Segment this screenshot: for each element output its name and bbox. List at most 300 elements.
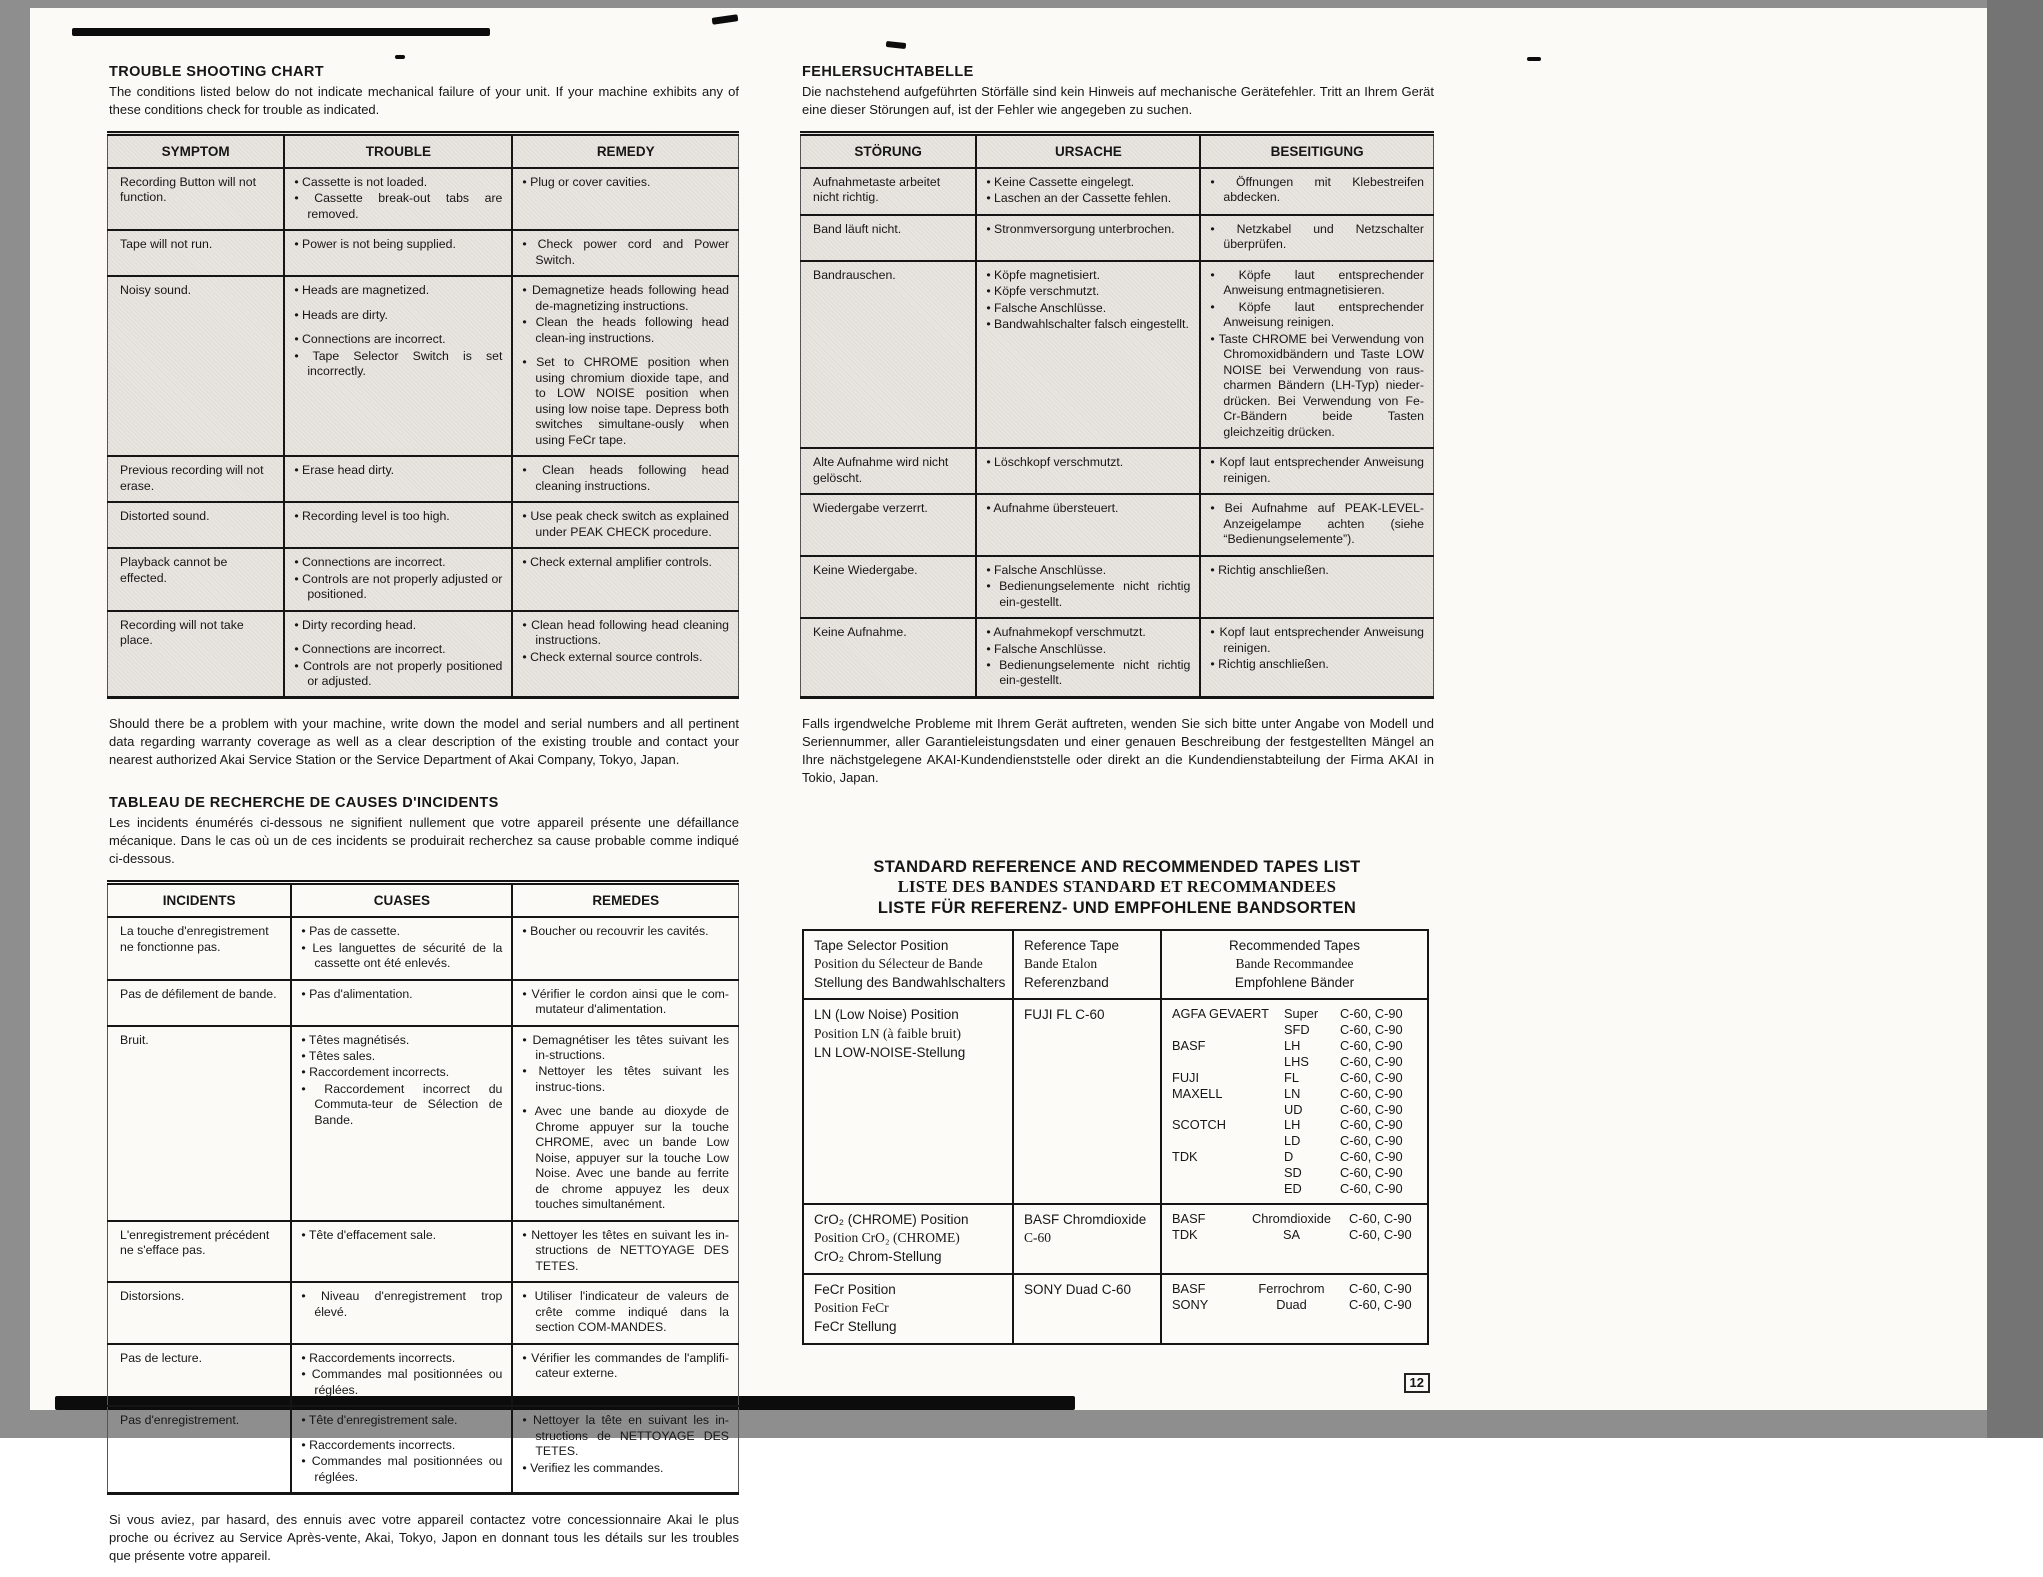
table-row	[108, 1026, 739, 1221]
remedy-cell	[512, 168, 738, 230]
bullet-item: • Utiliser l'indicateur de valeurs de crête comme indiqué dans la section COM-MANDES.	[522, 1289, 729, 1335]
bullet-item: • Erase head dirty.	[294, 463, 395, 478]
cell-line: Position CrO₂ (CHROME)	[814, 1230, 960, 1246]
tape-brand	[1172, 1133, 1284, 1149]
remedy-cell	[1200, 494, 1433, 555]
symptom-text: Wiedergabe verzerrt.	[813, 501, 928, 516]
bullet-item: • Köpfe magnetisiert.	[986, 267, 1100, 282]
tape-type: LHS	[1284, 1054, 1309, 1070]
bullet-item: • Köpfe laut entsprechender Anweisung reinigen.	[1210, 299, 1424, 330]
trouble-cell	[291, 1221, 512, 1282]
table-row	[108, 548, 739, 610]
tape-entry	[1172, 1281, 1417, 1297]
remedy-cell	[512, 1282, 738, 1343]
tape-entry	[1172, 1181, 1417, 1197]
trouble-cell	[976, 556, 1200, 618]
symptom-text: Band läuft nicht.	[813, 221, 902, 236]
trouble-cell	[284, 230, 512, 276]
bullet-item: • Raccordement incorrects.	[301, 1065, 450, 1080]
bullet-item: • Connections are incorrect.	[294, 642, 446, 657]
cell-line: SONY Duad C-60	[1024, 1281, 1132, 1297]
reference-cell	[1013, 1204, 1161, 1274]
symptom-cell	[108, 1344, 292, 1406]
bullet-item: • Bedienungselemente nicht richtig ein-gestellt.	[986, 657, 1191, 688]
tape-entry	[1172, 1086, 1417, 1102]
bullet-item: • Use peak check switch as explained under PEAK CHECK procedure.	[522, 509, 729, 539]
section-title: FEHLERSUCHTABELLE	[802, 64, 974, 80]
tape-type: ED	[1284, 1180, 1302, 1196]
symptom-cell	[108, 168, 285, 230]
tape-entry	[1172, 1006, 1417, 1022]
tape-sizes: C-60, C-90	[1340, 1022, 1403, 1038]
tape-brand: FUJI	[1172, 1069, 1200, 1085]
bullet-item: • Kopf laut entsprechender Anweisung reinigen.	[1210, 625, 1424, 655]
tape-entry	[1172, 1102, 1417, 1118]
table-row	[108, 980, 739, 1026]
spacer	[294, 324, 502, 332]
cell-line: Bande Etalon	[1024, 956, 1098, 972]
bullet-item: • Clean head following head cleaning instructions.	[522, 617, 729, 648]
tape-type: UD	[1284, 1101, 1303, 1117]
bullet-item: • Check external source controls.	[522, 649, 703, 664]
cell-line: Stellung des Bandwahlschalters	[814, 974, 1006, 990]
bullet-item: • Bei Aufnahme auf PEAK-LEVEL-Anzeigelampe achten (siehe “Bedienungselemente”).	[1210, 501, 1424, 547]
section-intro: The conditions listed below do not indicate mechanical failure of your unit. If your machine exhibits any of these conditions check for trouble as indicated.	[109, 84, 739, 117]
trouble-cell	[976, 215, 1200, 261]
scan-artifact-bar	[72, 28, 490, 36]
remedy-cell	[1200, 448, 1433, 494]
symptom-cell	[108, 1026, 292, 1221]
tape-brand	[1172, 1022, 1284, 1038]
symptom-cell	[108, 1406, 292, 1493]
trouble-cell	[976, 618, 1200, 697]
cell-line: Position du Sélecteur de Bande	[814, 956, 983, 972]
bullet-item: • Cassette break-out tabs are removed.	[294, 191, 503, 221]
table-row	[108, 1221, 739, 1282]
section-intro: Die nachstehend aufgeführten Störfälle sind kein Hinweis auf mechanische Gerätefehler. Tritt an Ihrem Gerät eine dieser Störungen auf, ist der Fehler wie angegeben zu suchen.	[802, 84, 1434, 117]
tape-sizes: C-60, C-90	[1340, 1180, 1403, 1196]
bullet-item: • Falsche Anschlüsse.	[986, 562, 1107, 577]
tape-type: Ferrochrom	[1258, 1280, 1325, 1296]
bullet-item: • Falsche Anschlüsse.	[986, 641, 1107, 656]
recommended-cell	[1161, 1204, 1428, 1274]
section-english	[107, 64, 739, 769]
tape-brand: MAXELL	[1172, 1085, 1223, 1101]
section-tapes-list	[800, 857, 1434, 1394]
bullet-item: • Demagnetize heads following head de-magnetizing instructions.	[522, 283, 729, 313]
tape-sizes: C-60, C-90	[1340, 1165, 1403, 1181]
symptom-text: Distorsions.	[120, 1289, 185, 1304]
tape-entry	[1172, 1165, 1417, 1181]
cell-line: Recommended Tapes	[1228, 937, 1361, 953]
trouble-cell	[284, 456, 512, 502]
symptom-cell	[801, 618, 977, 697]
bullet-item: • Connections are incorrect.	[294, 332, 446, 347]
bullet-item: • Power is not being supplied.	[294, 237, 456, 252]
tape-type: LH	[1284, 1038, 1301, 1054]
position-header	[803, 930, 1013, 1000]
header-row	[801, 133, 1434, 168]
symptom-cell	[108, 917, 292, 979]
remedy-cell	[512, 917, 738, 979]
bullet-item: • Taste CHROME bei Verwendung von Chromoxidbändern und Taste LOW NOISE bei Verwendung von raus-charmen Bändern (LH-Typ) nieder-drücken. Bei Verwendung von Fe-Cr-Bändern beide Tasten gleichzeitig drücken.	[1210, 331, 1424, 439]
tape-brand: BASF	[1172, 1210, 1206, 1226]
tapes-header-row	[803, 930, 1428, 1000]
cell-line: Referenzband	[1024, 974, 1109, 990]
tape-sizes: C-60, C-90	[1340, 1085, 1403, 1101]
cell-line: Bande Recommandee	[1235, 956, 1354, 972]
cell-line: Position FeCr	[814, 1300, 889, 1316]
section-french	[107, 795, 739, 1565]
table-row	[801, 168, 1434, 215]
table-row	[108, 168, 739, 230]
cell-line: FeCr Position	[814, 1281, 896, 1297]
page-number-area	[800, 1373, 1434, 1394]
tapes-title-en: STANDARD REFERENCE AND RECOMMENDED TAPES LIST	[873, 857, 1361, 876]
spacer	[301, 1430, 502, 1438]
bullet-item: • Tête d'enregistrement sale.	[301, 1413, 458, 1428]
tape-sizes: C-60, C-90	[1349, 1280, 1412, 1296]
trouble-cell	[284, 502, 512, 548]
tape-brand	[1172, 1102, 1284, 1118]
bullet-item: • Tête d'effacement sale.	[301, 1227, 437, 1242]
trouble-cell	[976, 168, 1200, 215]
symptom-cell	[801, 168, 977, 215]
tape-type: Chromdioxide	[1252, 1210, 1331, 1226]
symptom-text: Keine Aufnahme.	[813, 625, 907, 640]
cell-line: CrO₂ Chrom-Stellung	[814, 1249, 942, 1265]
tape-brand: TDK	[1172, 1226, 1198, 1242]
remedy-cell	[512, 980, 738, 1026]
remedy-cell	[512, 1026, 738, 1221]
bullet-item: • Raccordements incorrects.	[301, 1350, 456, 1365]
table-row	[801, 618, 1434, 697]
symptom-text: L'enregistrement précédent ne s'efface pas.	[120, 1227, 270, 1258]
bullet-item: • Heads are dirty.	[294, 307, 388, 322]
remedy-cell	[512, 1406, 738, 1493]
trouble-table-german	[800, 131, 1434, 699]
cell-line: Tape Selector Position	[814, 937, 949, 953]
trouble-cell	[291, 1026, 512, 1221]
remedy-cell	[512, 548, 738, 610]
table-row	[108, 1282, 739, 1343]
bullet-item: • Plug or cover cavities.	[522, 174, 651, 189]
table-row	[108, 276, 739, 456]
reference-cell	[1013, 999, 1161, 1203]
symptom-text: Pas de lecture.	[120, 1350, 203, 1365]
position-cell	[803, 1204, 1013, 1274]
spacer	[522, 1096, 729, 1104]
bullet-item: • Pas d'alimentation.	[301, 986, 413, 1001]
remedy-cell	[512, 611, 738, 698]
right-column	[800, 64, 1434, 1393]
recommended-header	[1161, 930, 1428, 1000]
bullet-item: • Commandes mal positionnées ou réglées.	[301, 1367, 503, 1397]
bullet-item: • Les languettes de sécurité de la cassette ont été enlevés.	[301, 940, 503, 971]
tape-sizes: C-60, C-90	[1349, 1210, 1412, 1226]
trouble-table	[800, 131, 1434, 699]
spacer	[522, 347, 729, 355]
tape-brand	[1172, 1054, 1284, 1070]
tapes-list-titles	[800, 857, 1434, 919]
tape-sizes: C-60, C-90	[1340, 1069, 1403, 1085]
remedy-cell	[512, 230, 738, 276]
symptom-cell	[801, 215, 977, 261]
bullet-item: • Cassette is not loaded.	[294, 174, 428, 189]
tape-sizes: C-60, C-90	[1340, 1149, 1403, 1165]
bullet-item: • Köpfe verschmutzt.	[986, 284, 1100, 299]
column-header: REMEDES	[512, 883, 738, 918]
page-surface	[30, 8, 1987, 1564]
bullet-item: • Bandwahlschalter falsch eingestellt.	[986, 317, 1189, 332]
symptom-text: Bandrauschen.	[813, 267, 896, 282]
bullet-item: • Nettoyer les têtes suivant les instruc-tions.	[522, 1064, 729, 1094]
tape-entry	[1172, 1149, 1417, 1165]
column-header: CUASES	[291, 883, 512, 918]
tape-brand	[1172, 1181, 1284, 1197]
tape-type: SD	[1284, 1165, 1302, 1181]
table-row	[108, 611, 739, 698]
symptom-text: Bruit.	[120, 1032, 149, 1047]
cell-line: FUJI FL C-60	[1024, 1007, 1105, 1023]
cell-line: Reference Tape	[1024, 937, 1120, 953]
tape-type: LN	[1284, 1085, 1301, 1101]
symptom-text: Pas de défilement de bande.	[120, 986, 277, 1001]
scan-artifact-mark	[395, 55, 405, 59]
symptom-cell	[108, 1282, 292, 1343]
spacer	[294, 300, 502, 308]
tape-type: SFD	[1284, 1022, 1310, 1038]
tape-brand: SCOTCH	[1172, 1117, 1227, 1133]
bullet-item: • Keine Cassette eingelegt.	[986, 174, 1135, 189]
bullet-item: • Falsche Anschlüsse.	[986, 300, 1107, 315]
scan-artifact-mark	[712, 14, 739, 25]
recommended-cell	[1161, 999, 1428, 1203]
tape-sizes: C-60, C-90	[1340, 1038, 1403, 1054]
bullet-item: • Kopf laut entsprechender Anweisung reinigen.	[1210, 455, 1424, 485]
header-row	[108, 883, 739, 918]
position-cell	[803, 999, 1013, 1203]
bullet-item: • Raccordements incorrects.	[301, 1437, 456, 1452]
tape-type: LH	[1284, 1117, 1301, 1133]
tape-entry	[1172, 1297, 1417, 1313]
bullet-item: • Pas de cassette.	[301, 924, 400, 939]
bullet-item: • Netzkabel und Netzschalter überprüfen.	[1210, 221, 1424, 252]
bullet-item: • Set to CHROME position when using chromium dioxide tape, and to LOW NOISE position when using low noise tape. Depress both switches simultane-ously when using FeCr tape.	[522, 355, 729, 447]
remedy-cell	[512, 456, 738, 502]
symptom-text: Noisy sound.	[120, 283, 192, 298]
bullet-item: • Nettoyer la tête en suivant les in-structions de NETTOYAGE DES TETES.	[522, 1413, 729, 1459]
remedy-cell	[1200, 556, 1433, 618]
trouble-cell	[291, 1344, 512, 1406]
symptom-text: Aufnahmetaste arbeitet nicht richtig.	[813, 174, 941, 205]
tape-entry	[1172, 1211, 1417, 1227]
symptom-cell	[801, 448, 977, 494]
bullet-item: • Heads are magnetized.	[294, 283, 430, 298]
tape-sizes: C-60, C-90	[1349, 1296, 1412, 1312]
column-header: SYMPTOM	[108, 133, 285, 168]
cell-line: C-60	[1024, 1230, 1051, 1246]
tape-sizes: C-60, C-90	[1340, 1101, 1403, 1117]
header-row	[108, 133, 739, 168]
tapes-title-de: LISTE FÜR REFERENZ- UND EMPFOHLENE BANDSORTEN	[877, 898, 1357, 917]
trouble-table-french	[107, 880, 739, 1495]
cell-line: FeCr Stellung	[814, 1318, 897, 1334]
trouble-table-english	[107, 131, 739, 700]
bullet-item: • Controls are not properly positioned or adjusted.	[294, 658, 503, 688]
tapes-row	[803, 1274, 1428, 1344]
table-row	[108, 230, 739, 276]
trouble-cell	[291, 1282, 512, 1343]
tape-brand	[1172, 1165, 1284, 1181]
section-title: TROUBLE SHOOTING CHART	[109, 64, 325, 80]
bullet-item: • Vérifier les commandes de l'amplifi-cateur externe.	[522, 1350, 729, 1381]
remedy-cell	[1200, 168, 1433, 215]
tape-entry	[1172, 1054, 1417, 1070]
cell-line: Empfohlene Bänder	[1234, 974, 1355, 990]
trouble-table	[107, 880, 739, 1495]
tape-brand: AGFA GEVAERT	[1172, 1006, 1269, 1022]
column-header: REMEDY	[512, 133, 738, 168]
symptom-text: Pas d'enregistrement.	[120, 1413, 240, 1428]
tape-entry	[1172, 1022, 1417, 1038]
symptom-cell	[108, 980, 292, 1026]
table-row	[801, 215, 1434, 261]
symptom-cell	[801, 494, 977, 555]
remedy-cell	[1200, 618, 1433, 697]
symptom-text: Alte Aufnahme wird nicht gelöscht.	[813, 455, 949, 485]
tapes-title-fr: LISTE DES BANDES STANDARD ET RECOMMANDEES	[897, 877, 1337, 897]
bullet-item: • Richtig anschließen.	[1210, 562, 1329, 577]
symptom-cell	[801, 556, 977, 618]
tape-entry	[1172, 1227, 1417, 1243]
tape-type: Super	[1284, 1006, 1319, 1022]
section-intro: Les incidents énumérés ci-dessous ne signifient nullement que votre appareil présente une défaillance mécanique. Dans le cas où un de ces incidents se produirait recherchez sa cause probable comme indiqué ci-dessous.	[109, 815, 739, 867]
tapes-table	[800, 929, 1434, 1345]
table-row	[108, 1406, 739, 1493]
cell-line: Position LN (à faible bruit)	[814, 1026, 961, 1042]
symptom-text: La touche d'enregistrement ne fonctionne pas.	[120, 924, 269, 954]
table-row	[108, 917, 739, 979]
trouble-cell	[284, 276, 512, 456]
section-title: TABLEAU DE RECHERCHE DE CAUSES D'INCIDENTS	[109, 795, 499, 812]
symptom-cell	[108, 230, 285, 276]
section-footer: Falls irgendwelche Probleme mit Ihrem Gerät auftreten, wenden Sie sich bitte unter Angabe von Modell und Seriennummer, aller Garantieleistungsdaten und einer genauen Beschreibung der festgestellten Mängel an Ihre nächstgelegene AKAI-Kundendienststelle oder direkt an die Kundendienstabteilung der Firma AKAI in Tokio, Japan.	[802, 715, 1434, 785]
table-row	[108, 1344, 739, 1406]
symptom-text: Distorted sound.	[120, 509, 210, 524]
table-row	[801, 261, 1434, 448]
tape-type: D	[1284, 1149, 1294, 1165]
tape-sizes: C-60, C-90	[1340, 1133, 1403, 1149]
bullet-item: • Vérifier le cordon ainsi que le com-mutateur d'alimentation.	[522, 986, 729, 1017]
bullet-item: • Köpfe laut entsprechender Anweisung entmagnetisieren.	[1210, 267, 1424, 298]
tape-sizes: C-60, C-90	[1340, 1006, 1403, 1022]
tape-entry	[1172, 1133, 1417, 1149]
trouble-cell	[976, 261, 1200, 448]
symptom-cell	[801, 261, 977, 448]
bullet-item: • Verifiez les commandes.	[522, 1460, 664, 1475]
bullet-item: • Stronmversorgung unterbrochen.	[986, 221, 1175, 236]
table-row	[108, 456, 739, 502]
remedy-cell	[1200, 261, 1433, 448]
symptom-text: Recording will not take place.	[120, 617, 244, 648]
bullet-item: • Nettoyer les têtes en suivant les in-structions de NETTOYAGE DES TETES.	[522, 1227, 729, 1273]
tape-sizes: C-60, C-90	[1340, 1054, 1403, 1070]
tape-type: SA	[1282, 1226, 1301, 1242]
bullet-item: • Laschen an der Cassette fehlen.	[986, 191, 1172, 206]
bullet-item: • Demagnétiser les têtes suivant les in-structions.	[522, 1032, 729, 1062]
table-row	[801, 556, 1434, 618]
trouble-cell	[284, 548, 512, 610]
symptom-text: Previous recording will not erase.	[120, 463, 264, 493]
section-footer: Should there be a problem with your machine, write down the model and serial numbers and all pertinent data regarding warranty coverage as well as a clear description of the existing trouble and contact your nearest authorized Akai Service Station or the Service Department of Akai Company, Tokyo, Japan.	[109, 716, 739, 768]
recommended-cell	[1161, 1274, 1428, 1344]
tape-brand: BASF	[1172, 1280, 1206, 1296]
section-german	[800, 64, 1434, 787]
remedy-cell	[1200, 215, 1433, 261]
bullet-item: • Connections are incorrect.	[294, 555, 446, 570]
column-header: BESEITIGUNG	[1200, 133, 1433, 168]
column-header: INCIDENTS	[108, 883, 292, 918]
bullet-item: • Aufnahmekopf verschmutzt.	[986, 625, 1146, 640]
symptom-text: Tape will not run.	[120, 237, 213, 252]
bullet-item: • Bedienungselemente nicht richtig ein-gestellt.	[986, 579, 1191, 609]
bullet-item: • Aufnahme übersteuert.	[986, 501, 1119, 516]
symptom-cell	[108, 611, 285, 698]
column-header: STÖRUNG	[801, 133, 977, 168]
remedy-cell	[512, 1344, 738, 1406]
bullet-item: • Löschkopf verschmutzt.	[986, 455, 1124, 470]
bullet-item: • Controls are not properly adjusted or positioned.	[294, 571, 503, 602]
bullet-item: • Richtig anschließen.	[1210, 656, 1329, 671]
tape-brand: BASF	[1172, 1038, 1206, 1054]
trouble-cell	[291, 980, 512, 1026]
trouble-cell	[284, 168, 512, 230]
position-cell	[803, 1274, 1013, 1344]
remedy-cell	[512, 276, 738, 456]
section-footer: Si vous aviez, par hasard, des ennuis avec votre appareil contactez votre concessionnaire Akai le plus proche ou écrivez au Service Après-vente, Akai, Tokyo, Japon en donnant tous les détails sur les troubles que présente votre appareil.	[109, 1512, 739, 1564]
cell-line: BASF Chromdioxide	[1024, 1211, 1147, 1227]
bullet-item: • Tape Selector Switch is set incorrectly.	[294, 348, 503, 379]
symptom-cell	[108, 502, 285, 548]
tapes-row	[803, 1204, 1428, 1274]
spacer	[294, 634, 502, 642]
trouble-cell	[976, 494, 1200, 555]
tape-sizes: C-60, C-90	[1349, 1226, 1412, 1242]
table-row	[801, 448, 1434, 494]
tapes-table	[802, 929, 1429, 1345]
trouble-table	[107, 131, 739, 700]
bullet-item: • Niveau d'enregistrement trop élevé.	[301, 1289, 503, 1319]
tape-type: Duad	[1276, 1296, 1307, 1312]
trouble-cell	[976, 448, 1200, 494]
tape-entry	[1172, 1038, 1417, 1054]
column-header: URSACHE	[976, 133, 1200, 168]
symptom-cell	[108, 276, 285, 456]
scan-edge-band	[1987, 0, 2043, 1438]
symptom-cell	[108, 548, 285, 610]
symptom-cell	[108, 456, 285, 502]
remedy-cell	[512, 1221, 738, 1282]
scan-artifact-mark	[1527, 57, 1541, 61]
remedy-cell	[512, 502, 738, 548]
bullet-item: • Raccordement incorrect du Commuta-teur de Sélection de Bande.	[301, 1081, 503, 1127]
tape-sizes: C-60, C-90	[1340, 1117, 1403, 1133]
cell-line: LN (Low Noise) Position	[814, 1007, 959, 1023]
bullet-item: • Öffnungen mit Klebestreifen abdecken.	[1210, 174, 1424, 205]
trouble-cell	[291, 917, 512, 979]
tape-entry	[1172, 1117, 1417, 1133]
